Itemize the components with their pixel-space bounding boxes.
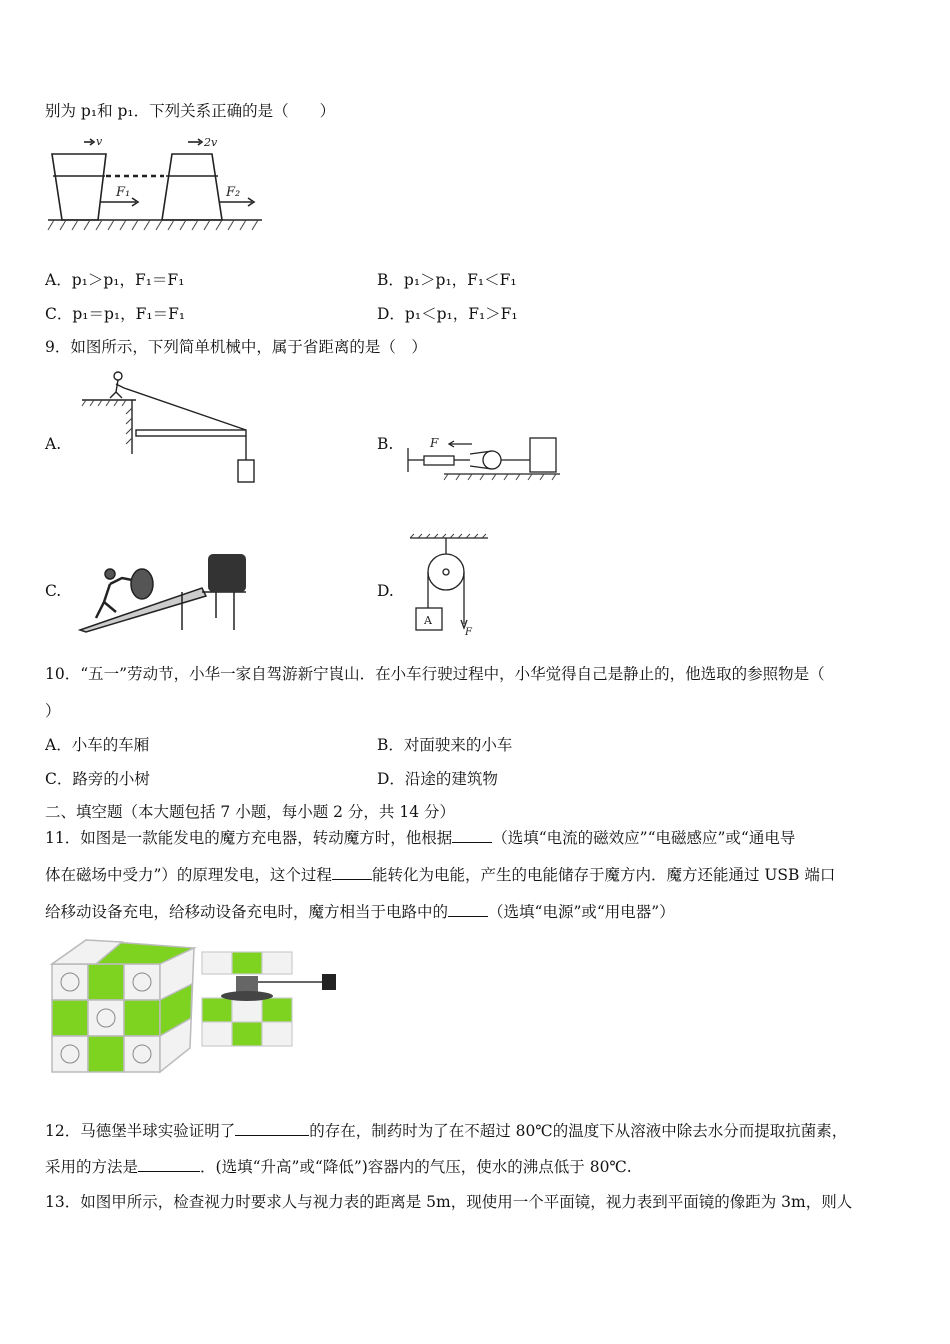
q8-fig-f1-label: F₁	[116, 185, 131, 200]
q12-line1-b: 的存在，制药时为了在不超过 80℃的温度下从溶液中除去水分而提取抗菌素，	[309, 1122, 848, 1140]
q11-blank-2[interactable]	[332, 865, 372, 880]
q8-option-c[interactable]: C．p₁＝p₁，F₁＝F₁	[45, 305, 186, 323]
q11-line3-a: 给移动设备充电，给移动设备充电时，魔方相当于电路中的	[45, 903, 449, 921]
q12-blank-1[interactable]	[235, 1121, 309, 1136]
q10-option-c[interactable]: C．路旁的小树	[45, 770, 150, 788]
q8-fig-v-label: v	[96, 135, 103, 148]
q9-label-a[interactable]: A.	[45, 435, 62, 453]
q10-option-b[interactable]: B．对面驶来的小车	[377, 736, 513, 754]
q10-stem-line2: ）	[45, 702, 61, 720]
q10-option-d[interactable]: D．沿途的建筑物	[377, 770, 498, 788]
q8-fig-2v-label: 2v	[204, 136, 218, 149]
section-title-fill-blank: 二、填空题（本大题包括 7 小题，每小题 2 分，共 14 分）	[45, 803, 456, 821]
q9-figure-d-pulley	[406, 532, 490, 636]
q9-label-b[interactable]: B.	[377, 435, 394, 453]
q11-line1-b: （选填“电流的磁效应”“电磁感应”或“通电导	[492, 829, 796, 847]
q8-figure	[44, 132, 266, 238]
q8-option-b[interactable]: B．p₁＞p₁，F₁＜F₁	[377, 271, 517, 289]
q9-fig-d-force-label: F	[465, 627, 472, 636]
q12-blank-2[interactable]	[138, 1157, 200, 1172]
q9-figure-c-incline	[70, 552, 250, 634]
q9-fig-d-block-label: A	[424, 614, 432, 627]
q11-blank-3[interactable]	[448, 902, 488, 917]
q11-line2-b: 能转化为电能，产生的电能储存于魔方内．魔方还能通过 USB 端口	[371, 866, 836, 884]
q9-label-d[interactable]: D.	[377, 582, 394, 600]
q11-line2-a: 体在磁场中受力”）的原理发电，这个过程	[45, 866, 332, 884]
q8-fig-f2-label: F₂	[226, 185, 241, 200]
q9-figure-b-pulley	[404, 430, 562, 486]
q12-line2-b: ．(选填“升高”或“降低”)容器内的气压，使水的沸点低于 80℃.	[200, 1158, 632, 1176]
q8-option-a[interactable]: A．p₁＞p₁，F₁＝F₁	[45, 271, 185, 289]
q11-figure-cube-charger	[44, 936, 344, 1086]
q12-line2-a: 采用的方法是	[45, 1158, 139, 1176]
q13-line1: 13．如图甲所示，检查视力时要求人与视力表的距离是 5m，现使用一个平面镜，视力表到平面镜的像距为 3m，则人	[45, 1193, 853, 1211]
q12-line1-a: 12．马德堡半球实验证明了	[45, 1122, 236, 1140]
q9-figure-a-lever	[80, 368, 260, 488]
q8-option-d[interactable]: D．p₁＜p₁，F₁＞F₁	[377, 305, 518, 323]
q9-fig-b-force-label: F	[430, 436, 439, 450]
q11-blank-1[interactable]	[452, 828, 492, 843]
q9-stem: 9．如图所示，下列简单机械中，属于省距离的是（ ）	[45, 338, 427, 356]
q8-stem-tail: 别为 p₁和 p₁．下列关系正确的是（ ）	[45, 102, 336, 120]
q9-label-c[interactable]: C.	[45, 582, 62, 600]
q11-line1-a: 11．如图是一款能发电的魔方充电器，转动魔方时，他根据	[45, 829, 453, 847]
q11-line3-b: （选填“电源”或“用电器”）	[488, 903, 675, 921]
q10-stem-line1: 10．“五一”劳动节，小华一家自驾游新宁崀山．在小车行驶过程中，小华觉得自己是静止的，他选取的参照物是（	[45, 665, 825, 683]
q10-option-a[interactable]: A．小车的车厢	[45, 736, 150, 754]
